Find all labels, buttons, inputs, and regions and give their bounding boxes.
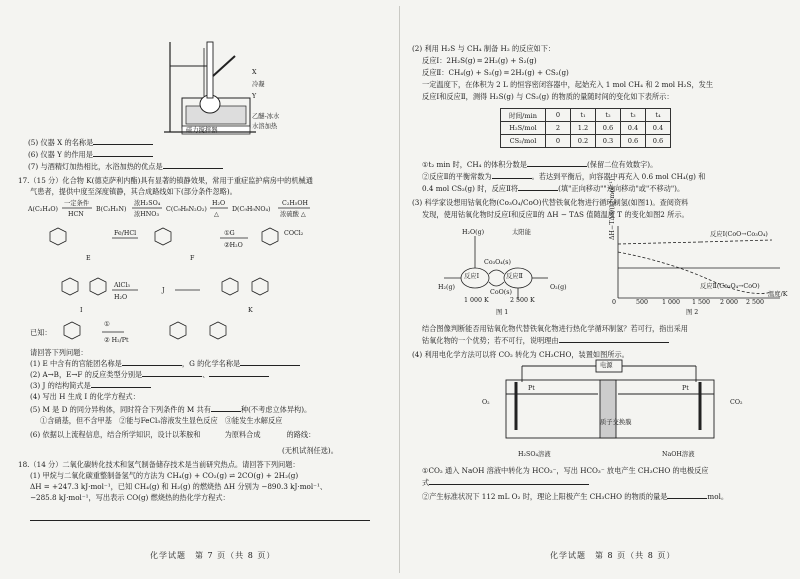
fig2-ylabel: ΔH−TΔS/(kJ·mol⁻¹) — [609, 178, 616, 240]
fig2-tick1: 500 — [636, 299, 649, 306]
p3-q2: 钴氧化物的一个优势；若不可行，说明理由 — [422, 336, 669, 346]
fig2-xlabel: 温度/K — [768, 291, 788, 298]
fig1-co3o4: Co₃O₄(s) — [484, 259, 511, 266]
scheme-arrows — [0, 0, 400, 400]
a2: (2) A→B，E→F 的反应类型分别是 、 — [30, 370, 269, 380]
p3-line2: 发现，使用钴氧化物时反应Ⅰ和反应Ⅱ的 ΔH − TΔS 值随温度 T 的变化如图2 所示。 — [422, 210, 689, 219]
cmpd-e: E — [86, 255, 91, 262]
fig2-l2: 反应Ⅱ(Co₃O₄→CoO) — [700, 283, 760, 290]
fig1-sun: 太阳能 — [512, 229, 531, 236]
r4-top: C₂H₅OH — [282, 200, 309, 207]
r3-bot: △ — [214, 211, 219, 218]
p4-q1b: 式 — [422, 478, 589, 488]
cell-co2: CO₂ — [730, 399, 743, 406]
cell-pt1: Pt — [528, 385, 535, 392]
fig1-h2o: H₂O(g) — [462, 229, 485, 236]
p2-line2: 一定温度下，在体积为 2 L 的恒容密闭容器中，起始充入 1 mol CH₄ 和 2 mol H₂S，发生 — [422, 80, 714, 89]
a1: (1) E 中含有的官能团名称是 ，G 的化学名称是 — [30, 359, 300, 369]
fig1-t1: 1 000 K — [464, 297, 489, 304]
cell-membrane: 质子交换膜 — [600, 419, 632, 426]
label-x: X — [252, 69, 257, 76]
r2-top: 浓H₂SO₄ — [134, 200, 161, 207]
q17-line1: 17.（15 分）化合物 K(德克萨利内酯)具有显著的镇静效果，常用于重症监护病房中的机械通 — [18, 176, 313, 185]
fig2-tick0: 0 — [612, 299, 617, 306]
known-label: 已知： — [30, 328, 52, 337]
table-row: 时间/min 0 t₁ t₂ t₃ t₄ — [501, 109, 671, 122]
r4-bot: 浓硫酸 △ — [280, 211, 306, 218]
s3-r1a: AlCl₃ — [114, 282, 130, 289]
q7: (7) 与酒精灯加热相比，水浴加热的优点是 — [28, 162, 223, 172]
fig2-tick4: 2 000 — [720, 299, 739, 306]
p4-q2: ②产生标准状况下 112 mL O₂ 时，理论上阳极产生 CH₃CHO 的物质的量是 mol。 — [422, 492, 729, 501]
label-ice: 乙醚-冰水 — [252, 113, 280, 120]
cmpd-d: D(C₉H₉NO₄) — [232, 206, 271, 213]
q18-line3: ΔH = +247.3 kJ·mol⁻¹，已知 CH₄(g) 和 H₂(g) 的燃烧热 ΔH 分别为 −890.3 kJ·mol⁻¹、 — [30, 482, 328, 491]
p2-line1: (2) 利用 H₂S 与 CH₄ 制备 H₂ 的反应如下： — [412, 44, 556, 53]
cmpd-f: F — [190, 255, 195, 262]
fig1-r2: 反应Ⅱ — [506, 273, 523, 280]
q5: (5) 仪器 X 的名称是 — [28, 138, 153, 148]
fig1-caption: 图 1 — [496, 309, 509, 316]
cmpd-i: I — [80, 307, 83, 314]
fig1-r1: 反应Ⅰ — [464, 273, 480, 280]
q18-line2: (1) 甲烷与二氧化碳重整制备氢气的方法为 CH₄(g) + CO₂(g) ⇌ 2CO(g) + 2H₂(g) — [30, 471, 299, 480]
label-y: Y — [252, 93, 257, 100]
cmpd-j: J — [162, 287, 165, 294]
q18-line4: −285.8 kJ·mol⁻¹，写出表示 CO(g) 燃烧热的热化学方程式： — [30, 493, 230, 502]
fig1-o2: O₂(g) — [550, 284, 567, 291]
p4-q1: ①CO₂ 通入 NaOH 溶液中转化为 HCO₃⁻，写出 HCO₃⁻ 放电产生 CH₃CHO 的电极反应 — [422, 466, 709, 475]
label-sol: 水溶加热 — [252, 123, 278, 130]
cmpd-a: A(C₂H₄O) — [28, 206, 58, 213]
q6: (6) 仪器 Y 的作用是 — [28, 150, 153, 160]
a5: (5) M 是 D 的同分异构体，同时符合下列条件的 M 共有 种(不考虑立体异构)。 — [30, 405, 312, 414]
cmpd-c: C(C₉H₈N₂O₂) — [166, 206, 207, 213]
fig1-coo: CoO(s) — [490, 289, 512, 296]
data-table — [500, 108, 671, 148]
s3-r1b: H₂O — [114, 294, 128, 301]
cell-o2: O₂ — [482, 399, 490, 406]
label-stir: 磁力搅拌器 — [186, 127, 218, 134]
r1-bot: HCN — [68, 211, 84, 218]
s2-r2b: ②H₂O — [224, 242, 243, 249]
r1-top: 一定条件 — [64, 200, 90, 207]
p2-line3: 反应Ⅰ和反应Ⅱ，测得 H₂S(g) 与 CS₂(g) 的物质的量随时间的变化如下表所示： — [422, 92, 674, 101]
cell-h2so4: H₂SO₄溶液 — [518, 451, 551, 458]
fig2-caption: 图 2 — [686, 309, 699, 316]
footer-right: 化学试题 第 8 页（共 8 页） — [550, 551, 676, 560]
fig1-h2: H₂(g) — [438, 284, 455, 291]
s2-r1: Fe/HCl — [114, 230, 137, 237]
p2-q2: ②反应Ⅱ的平衡常数为 。若达到平衡后，向容器中再充入 0.6 mol CH₄(g) 和 — [422, 172, 706, 181]
q17-line2: 气患者，提供中度至深度镇静，其合成路线如下(部分条件忽略)。 — [30, 187, 237, 196]
a4: (4) 写出 H 生成 I 的化学方程式： — [30, 392, 140, 401]
p2-q3: 0.4 mol CS₂(g) 时，反应Ⅱ将 (填"正向移动""逆向移动"或"不移动")。 — [422, 184, 685, 193]
known-r1: ① — [104, 321, 110, 328]
cell-naoh: NaOH溶液 — [662, 451, 695, 458]
known-r2: ② H₂/Pt — [104, 337, 129, 344]
p3-q1: 结合图像判断能否用钴氧化物代替铁氧化物进行热化学循环制氢？若可行，指出采用 — [422, 324, 688, 333]
answer-intro: 请回答下列问题： — [30, 348, 88, 357]
p3-line1: (3) 科学家设想用钴氧化物(Co₃O₄/CoO)代替铁氧化物进行循环制氢(如图1)。查阅资料 — [412, 198, 689, 207]
table-row: CS₂/mol 0 0.2 0.3 0.6 0.6 — [501, 135, 671, 148]
r3-top: H₂O — [212, 200, 226, 207]
fig2-tick5: 2 500 — [746, 299, 765, 306]
s2-r2a: ①G — [224, 230, 235, 237]
footer-left: 化学试题 第 7 页（共 8 页） — [150, 551, 276, 560]
table-row: H₂S/mol 2 1.2 0.6 0.4 0.4 — [501, 122, 671, 135]
a6d: (无机试剂任选)。 — [282, 446, 338, 455]
r2-bot: 浓HNO₃ — [134, 211, 159, 218]
cell-power: 电源 — [600, 362, 613, 369]
cell-pt2: Pt — [682, 385, 689, 392]
label-cond: 冷凝 — [252, 81, 265, 88]
a3: (3) J 的结构简式是 — [30, 381, 151, 391]
q18-line1: 18.（14 分）二氧化碳转化技术和氢气制备储存技术是当前研究热点。请回答下列问题： — [18, 460, 300, 469]
cell-diagram — [500, 358, 720, 448]
p2-rxn2: 反应Ⅱ：CH₄(g) + S₂(g) ═ 2H₂(g) + CS₂(g) — [422, 68, 569, 77]
cmpd-b: B(C₃H₅N) — [96, 206, 127, 213]
fig2-tick2: 1 000 — [662, 299, 681, 306]
p2-q1: ①t₂ min 时，CH₄ 的体积分数是 (保留二位有效数字)。 — [422, 160, 658, 169]
fig1-t2: 2 500 K — [510, 297, 535, 304]
p2-rxn1: 反应Ⅰ：2H₂S(g) ═ 2H₂(g) + S₂(g) — [422, 56, 537, 65]
fig2-tick3: 1 500 — [692, 299, 711, 306]
p4-line1: (4) 利用电化学方法可以将 CO₂ 转化为 CH₃CHO，装置如图所示。 — [412, 350, 629, 359]
cmpd-k: K — [248, 307, 253, 314]
fig2-l1: 反应Ⅰ(CoO→Co₃O₄) — [710, 231, 768, 238]
answer-line — [30, 520, 370, 521]
right-page — [400, 0, 800, 579]
a6: (6) 依据以上流程信息，结合所学知识，设计以苯胺和 为原料合成 的路线： — [30, 430, 316, 439]
s2-lbl: COCl₂ — [284, 230, 304, 237]
a5c: ①含硝基，但不含甲基 ②能与FeCl₃溶液发生显色反应 ③能发生水解反应 — [40, 416, 283, 425]
